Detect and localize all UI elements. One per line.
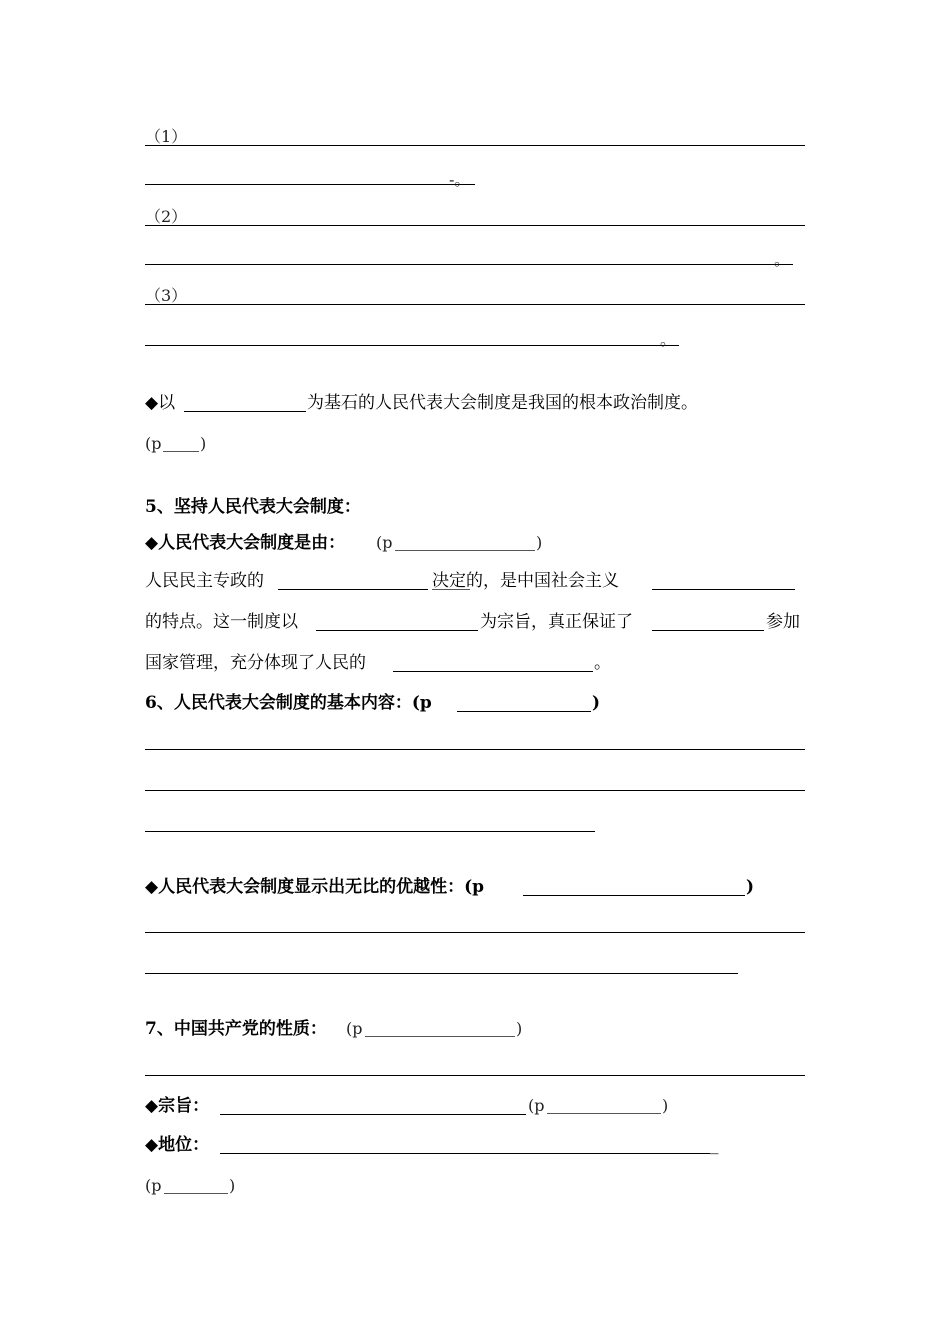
item-3-blank-line-2[interactable] <box>145 345 679 346</box>
section-6-answer-line-1[interactable] <box>145 749 805 750</box>
foundation-ref-open: (p <box>145 434 162 453</box>
item-1-blank-line[interactable] <box>145 145 805 146</box>
item-3-label: （3） <box>145 286 188 305</box>
section-6-answer-line-2[interactable] <box>145 790 805 791</box>
section-7-answer-line[interactable] <box>145 1075 805 1076</box>
status-ref-blank[interactable] <box>164 1193 228 1194</box>
section-5-blank-4[interactable] <box>652 630 764 631</box>
section-5-sub: ◆人民代表大会制度是由： <box>145 533 346 553</box>
item-2-label: （2） <box>145 207 188 226</box>
section-7-ref-blank[interactable] <box>365 1036 515 1037</box>
section-5-line2-c: 参加 <box>766 612 800 632</box>
purpose-ref-blank[interactable] <box>547 1113 661 1114</box>
purpose-ref-close: ) <box>662 1096 669 1115</box>
item-2-blank-line-2[interactable] <box>145 264 793 265</box>
section-6-title: 6、人民代表大会制度的基本内容：(p <box>145 693 432 713</box>
foundation-blank[interactable] <box>184 411 306 412</box>
section-5-blank-2[interactable] <box>652 589 795 590</box>
section-5-sub-ref-open: (p <box>376 533 393 552</box>
section-7-title: 7、中国共产党的性质： <box>145 1019 327 1039</box>
section-6-ref-blank[interactable] <box>457 711 591 712</box>
section-5-title: 5、坚持人民代表大会制度： <box>145 497 361 517</box>
status-ref-open: (p <box>145 1176 162 1195</box>
foundation-ref-close: ) <box>200 434 207 453</box>
section-5-line3-a: 国家管理，充分体现了人民的 <box>145 653 366 673</box>
section-5-blank-1[interactable] <box>278 589 428 590</box>
status-ref-close: ) <box>229 1176 236 1195</box>
foundation-pre: ◆以 <box>145 393 176 413</box>
section-5-blank-3[interactable] <box>316 630 478 631</box>
section-5-sub-ref-close: ) <box>536 533 543 552</box>
section-6-answer-line-3[interactable] <box>145 831 595 832</box>
section-5-line3-b: 。 <box>594 653 611 673</box>
superiority-answer-line-2[interactable] <box>145 973 738 974</box>
item-1-blank-line-2[interactable] <box>145 184 475 185</box>
section-6-title-close: ) <box>592 693 601 713</box>
purpose-blank[interactable] <box>220 1114 526 1115</box>
superiority-ref-blank[interactable] <box>523 895 745 896</box>
section-5-blank-5[interactable] <box>393 671 593 672</box>
purpose-label: ◆宗旨： <box>145 1096 210 1116</box>
status-end: _ <box>710 1135 719 1155</box>
item-1-label: （1） <box>145 127 188 146</box>
superiority-title: ◆人民代表大会制度显示出无比的优越性：(p <box>145 877 485 897</box>
item-2-blank-line[interactable] <box>145 225 805 226</box>
foundation-ref-blank[interactable] <box>163 451 199 452</box>
status-label: ◆地位： <box>145 1135 210 1155</box>
foundation-post: 为基石的人民代表大会制度是我国的根本政治制度。 <box>307 393 698 413</box>
section-5-line1-a: 人民民主专政的 <box>145 571 264 591</box>
item-1-end: -。 <box>449 170 471 189</box>
section-7-ref-close: ) <box>516 1019 523 1038</box>
purpose-ref-open: (p <box>528 1096 545 1115</box>
item-3-end: 。 <box>660 330 677 349</box>
section-5-line2-b: 为宗旨，真正保证了 <box>480 612 633 632</box>
section-7-ref-open: (p <box>346 1019 363 1038</box>
section-5-underline-decided <box>432 589 470 590</box>
section-5-line1-b: 决定的，是中国社会主义 <box>432 571 619 591</box>
section-5-line2-a: 的特点。这一制度以 <box>145 612 298 632</box>
item-2-end: 。 <box>774 250 791 269</box>
superiority-title-close: ) <box>746 877 755 897</box>
status-blank[interactable] <box>220 1153 710 1154</box>
section-5-sub-ref-blank[interactable] <box>395 550 535 551</box>
item-3-blank-line[interactable] <box>145 304 805 305</box>
superiority-answer-line-1[interactable] <box>145 932 805 933</box>
